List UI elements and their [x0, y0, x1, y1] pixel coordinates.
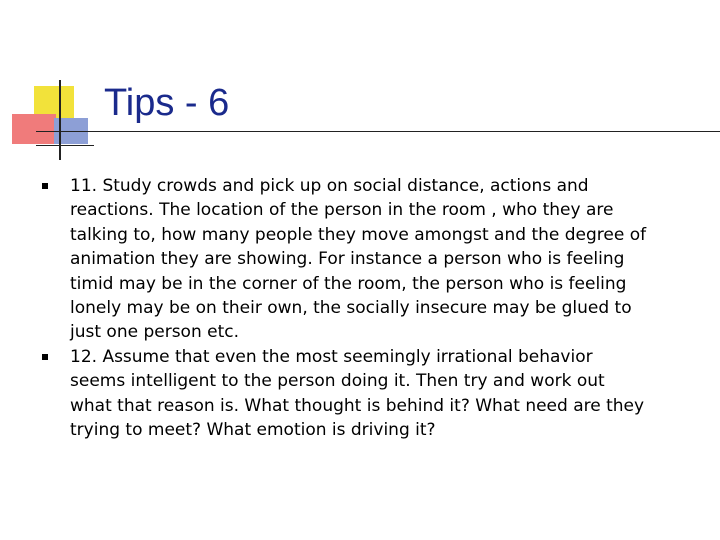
square-bullet-icon: [42, 183, 48, 189]
bullet-item: [36, 174, 648, 345]
decor-horizontal-line: [36, 145, 94, 146]
square-bullet-icon: [42, 354, 48, 360]
decor-red-square: [12, 114, 56, 144]
decor-vertical-line: [59, 80, 61, 160]
bullet-text: 12. Assume that even the most seemingly irrational behavior seems intelligent to the person doing it. Then try and work out what that reason is. What thought is behind it? What need are they trying to meet? What emotion is driving it?: [70, 346, 645, 441]
bullet-text: 11. Study crowds and pick up on social distance, actions and reactions. The location of the person in the room , who they are talking to, how many people they move amongst and the degree of animation they are showing. For instance a person who is feeling timid may be in the corner of the room, the person who is feeling lonely may be on their own, the socially insecure may be glued to just one person etc.: [70, 176, 647, 343]
bullet-item: [36, 345, 648, 443]
title-underline: [36, 131, 720, 132]
bullet-list: [36, 174, 648, 442]
slide-title: Tips - 6: [104, 82, 230, 124]
